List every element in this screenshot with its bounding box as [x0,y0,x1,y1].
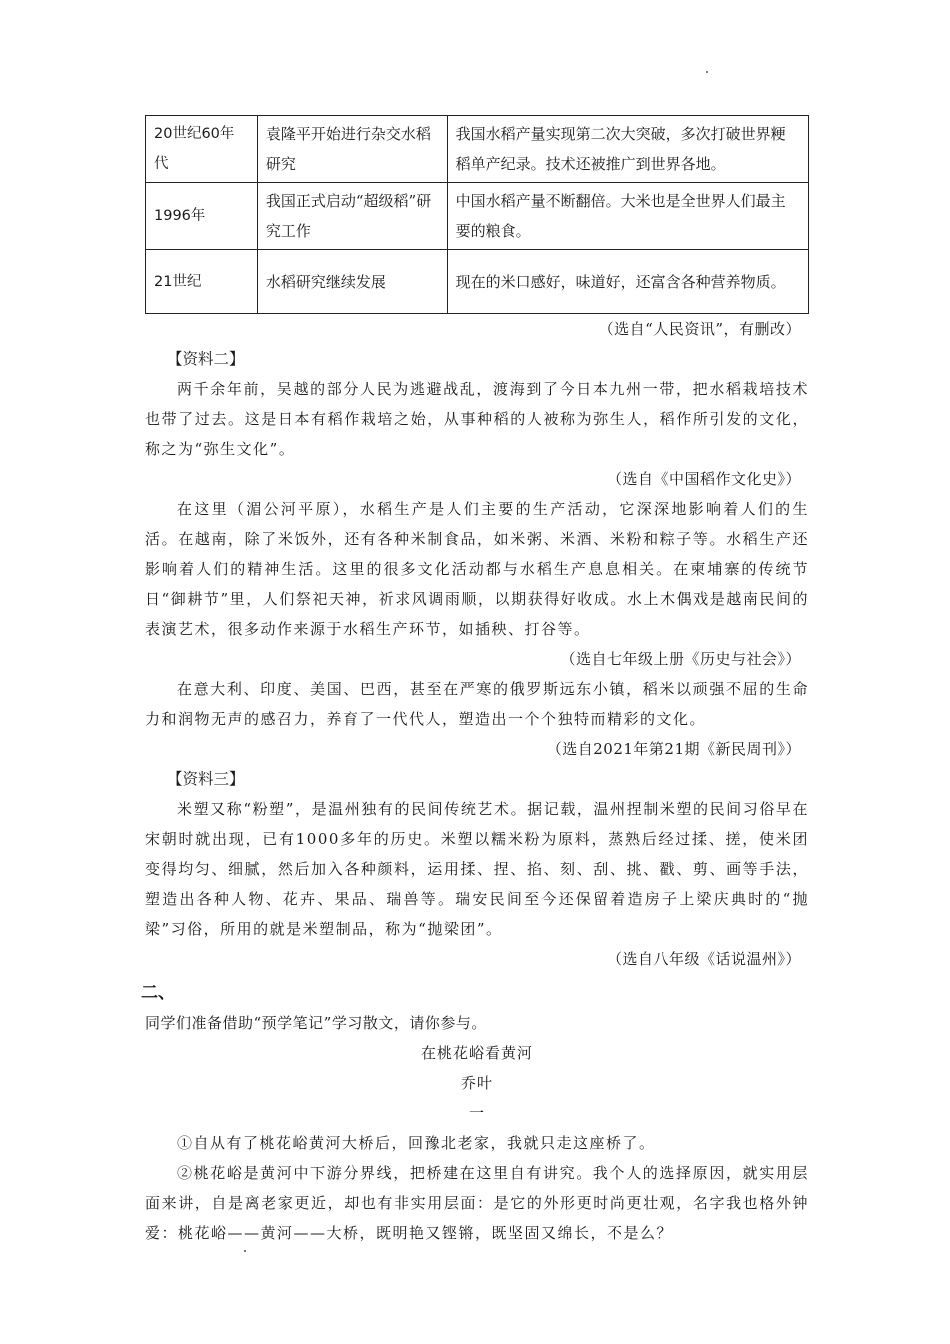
table-cell-event: 我国正式启动“超级稻”研究工作 [257,183,447,250]
rice-history-table [145,115,809,314]
material-3-paragraph-1: 米塑又称“粉塑”，是温州独有的民间传统艺术。据记载，温州捏制米塑的民间习俗早在宋朝时就出现，已有1000多年的历史。米塑以糯米粉为原料，蒸熟后经过揉、搓，使米团变得均匀、细腻，然后加入各种颜料，运用揉、捏、掐、刻、刮、挑、戳、剪、画等手法，塑造出各种人物、花卉、果品、瑞兽等。瑞安民间至今还保留着造房子上梁庆典时的“抛梁”习俗，所用的就是米塑制品，称为“抛梁团”。 [145,800,809,938]
table-cell-event: 水稻研究继续发展 [257,250,447,314]
material-2-source-3: （选自2021年第21期《新民周刊》） [546,740,801,758]
table-row [146,116,809,183]
material-2-source-2: （选自七年级上册《历史与社会》） [560,650,801,668]
table-cell-era: 21世纪 [146,250,258,314]
table-source: （选自“人民资讯”，有删改） [598,320,801,338]
scan-speck [244,1250,246,1252]
material-2-source-1: （选自《中国稻作文化史》） [606,470,801,488]
essay-paragraph-2: ②桃花峪是黄河中下游分界线，把桥建在这里自有讲究。我个人的选择原因，就实用层面来讲，自是离老家更近，却也有非实用层面：是它的外形更时尚更壮观，名字我也格外钟爱：桃花峪——黄河——大桥，既明艳又铿锵，既坚固又绵长，不是么？ [145,1164,809,1242]
material-3-source: （选自八年级《话说温州》） [606,950,801,968]
essay-paragraph-1: ①自从有了桃花峪黄河大桥后，回豫北老家，我就只走这座桥了。 [177,1134,656,1152]
material-2-paragraph-2: 在这里（湄公河平原），水稻生产是人们主要的生产活动，它深深地影响着人们的生活。在越南，除了米饭外，还有各种米制食品，如米粥、米酒、米粉和粽子等。水稻生产还影响着人们的精神生活。这里的很多文化活动都与水稻生产息息相关。在柬埔寨的传统节日“御耕节”里，人们祭祀天神，祈求风调雨顺，以期获得好收成。水上木偶戏是越南民间的表演艺术，很多动作来源于水稻生产环节，如插秧、打谷等。 [145,500,809,638]
essay-title: 在桃花峪看黄河 [420,1044,533,1062]
table-cell-event: 袁隆平开始进行杂交水稻研究 [257,116,447,183]
essay-author: 乔叶 [460,1074,493,1092]
table-cell-era: 20世纪60年代 [146,116,258,183]
section-intro: 同学们准备借助“预学笔记”学习散文，请你参与。 [145,1014,487,1032]
section-number: 二、 [141,983,175,1003]
material-2-paragraph-1: 两千余年前，吴越的部分人民为逃避战乱，渡海到了今日本九州一带，把水稻栽培技术也带了过去。这是日本有稻作栽培之始，从事种稻的人被称为弥生人，稻作所引发的文化，称之为“弥生文化”。 [145,380,809,458]
document-page [141,115,809,1248]
table-cell-result: 中国水稻产量不断翻倍。大米也是全世界人们最主要的粮食。 [447,183,808,250]
table-cell-era: 1996年 [146,183,258,250]
material-2-heading: 【资料二】 [167,350,245,368]
scan-speck [706,71,708,73]
table-row [146,250,809,314]
table-cell-result: 我国水稻产量实现第二次大突破，多次打破世界粳稻单产纪录。技术还被推广到世界各地。 [447,116,808,183]
material-2-paragraph-3: 在意大利、印度、美国、巴西，甚至在严寒的俄罗斯远东小镇，稻米以顽强不屈的生命力和润物无声的感召力，养育了一代代人，塑造出一个个独特而精彩的文化。 [145,680,809,728]
table-row [146,183,809,250]
table-cell-result: 现在的米口感好，味道好，还富含各种营养物质。 [447,250,808,314]
material-3-heading: 【资料三】 [167,770,245,788]
essay-part-number: 一 [468,1104,485,1122]
